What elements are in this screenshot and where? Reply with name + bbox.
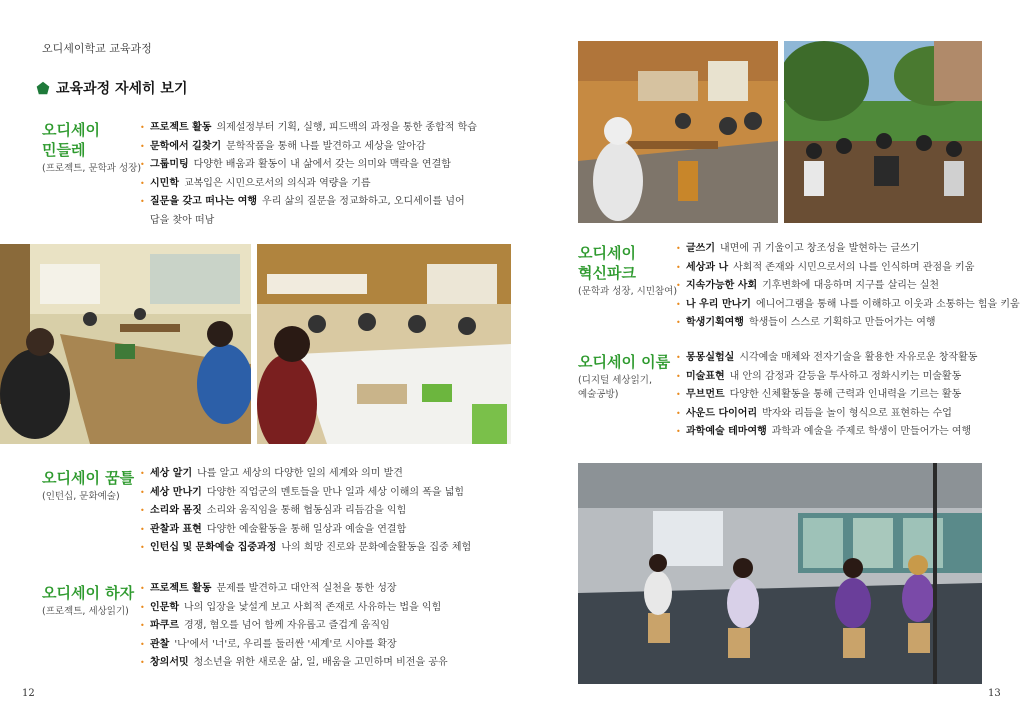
- bullet-icon: •: [140, 639, 145, 649]
- list-item: • 시민학 교복입은 시민으로서의 의식과 역량을 기름: [140, 175, 477, 194]
- list-item: • 문학에서 길찾기 문학작품을 통해 나를 발견하고 세상을 알아감: [140, 138, 477, 157]
- program-name: 민들레: [42, 141, 86, 159]
- classroom-photo-2: [257, 244, 511, 444]
- list-item: • 몽몽실험실 시각예술 매체와 전자기술을 활용한 자유로운 창작활동: [676, 349, 977, 368]
- program-subtitle: (인턴십, 문화예술): [42, 491, 120, 502]
- list-item: • 지속가능한 사회 기후변화에 대응하며 지구를 살리는 실천: [676, 277, 1020, 296]
- bullet-icon: •: [140, 123, 145, 132]
- program-name: 오디세이 이룸: [578, 353, 671, 371]
- program-name: 오디세이: [578, 244, 636, 262]
- list-item-continuation: 답을 찾아 떠남: [150, 214, 215, 226]
- program-name: 오디세이 꿈틀: [42, 469, 135, 487]
- program-subtitle: 예술공방): [578, 389, 619, 400]
- list-item: • 파쿠르 경쟁, 혐오를 넘어 함께 자유롭고 즐겁게 움직임: [140, 617, 448, 636]
- list-item: • 프로젝트 활동 의제설정부터 기획, 실행, 피드백의 과정을 통한 종합적 학습: [140, 119, 477, 138]
- bullet-icon: •: [140, 506, 145, 515]
- page-number-right: 13: [988, 688, 1001, 699]
- list-item: • 프로젝트 활동 문제를 발견하고 대안적 실천을 통한 성장: [140, 580, 448, 599]
- list-item: • 소리와 몸짓 소리와 움직임을 통해 협동심과 리듬감을 익힘: [140, 502, 471, 521]
- bullet-icon: •: [140, 524, 145, 534]
- list-item: • 나 우리 만나기 에니어그램을 통해 나를 이해하고 이웃과 소통하는 힘을 키움: [676, 296, 1020, 315]
- program-irum-heading: [578, 352, 670, 402]
- bullet-icon: •: [140, 658, 145, 667]
- bullet-icon: •: [140, 621, 145, 630]
- list-item: • 세상과 나 사회적 존재와 시민으로서의 나를 인식하며 관점을 키움: [676, 259, 1020, 278]
- bullet-icon: •: [676, 390, 681, 399]
- program-subtitle: (문학과 성장, 시민참여): [578, 286, 678, 297]
- bullet-icon: •: [676, 262, 681, 272]
- list-item: • 관찰과 표현 다양한 예술활동을 통해 일상과 예술을 연결함: [140, 521, 471, 540]
- workshop-photo: [578, 41, 778, 223]
- list-item: • 세상 만나기 다양한 직업군의 멘토들을 만나 일과 세상 이해의 폭을 넓힘: [140, 484, 471, 503]
- list-item: • 과학예술 테마여행 과학과 예술을 주제로 학생이 만들어가는 여행: [676, 423, 977, 442]
- list-item: • 세상 알기 나를 알고 세상의 다양한 일의 세계와 의미 발견: [140, 465, 471, 484]
- program-hyeoksinpark-items: [676, 240, 1020, 333]
- bullet-icon: •: [676, 427, 681, 436]
- program-haja-items: [140, 580, 448, 673]
- bullet-icon: •: [140, 543, 145, 552]
- list-item: • 사운드 다이어리 박자와 리듬을 놀이 형식으로 표현하는 수업: [676, 405, 977, 424]
- list-item: • 창의서밋 청소년을 위한 새로운 삶, 일, 배움을 고민하며 비전을 공유: [140, 654, 448, 673]
- studio-photo: [578, 463, 982, 684]
- bullet-icon: •: [676, 244, 681, 253]
- program-irum-items: [676, 349, 977, 442]
- program-subtitle: (프로젝트, 문학과 성장): [42, 163, 142, 174]
- program-mindeulle-items: [140, 119, 477, 230]
- program-kkumteul-items: [140, 465, 471, 558]
- bullet-icon: •: [140, 141, 145, 151]
- list-item: • 글쓰기 내면에 귀 기울이고 창조성을 발현하는 글쓰기: [676, 240, 1020, 259]
- list-item: • 인문학 나의 입장을 낯설게 보고 사회적 존재로 사유하는 법을 익힘: [140, 599, 448, 618]
- bullet-icon: •: [140, 584, 145, 593]
- program-mindeulle-heading: [42, 120, 141, 176]
- bullet-icon: •: [140, 197, 145, 206]
- outdoor-photo: [784, 41, 982, 223]
- bullet-icon: •: [140, 487, 145, 497]
- bullet-icon: •: [140, 469, 145, 478]
- section-title-text: 교육과정 자세히 보기: [56, 81, 188, 97]
- program-name: 오디세이 하자: [42, 584, 135, 602]
- list-item: • 인턴십 및 문화예술 집중과정 나의 희망 진로와 문화예술활동을 집중 체험: [140, 539, 471, 558]
- bullet-icon: •: [676, 281, 681, 290]
- program-name: 혁신파크: [578, 264, 636, 282]
- list-item: • 학생기획여행 학생들이 스스로 기획하고 만들어가는 여행: [676, 314, 1020, 333]
- program-subtitle: (프로젝트, 세상읽기): [42, 606, 129, 617]
- program-haja-heading: [42, 583, 134, 619]
- program-kkumteul-heading: [42, 468, 134, 504]
- bullet-icon: •: [676, 371, 681, 381]
- bullet-icon: •: [676, 299, 681, 309]
- program-name: 오디세이: [42, 121, 100, 139]
- bullet-icon: •: [140, 160, 145, 169]
- list-item: • 그룹미팅 다양한 배움과 활동이 내 삶에서 갖는 의미와 맥락을 연결함: [140, 156, 477, 175]
- bullet-icon: •: [140, 178, 145, 188]
- program-hyeoksinpark-heading: [578, 243, 677, 299]
- list-item: • 무브먼트 다양한 신체활동을 통해 근력과 인내력을 기르는 활동: [676, 386, 977, 405]
- document-header: 오디세이학교 교육과정: [42, 42, 152, 55]
- bullet-icon: •: [140, 602, 145, 612]
- bullet-icon: •: [676, 318, 681, 327]
- section-title: [36, 78, 187, 98]
- page-number-left: 12: [22, 688, 35, 699]
- program-subtitle: (디지털 세상읽기,: [578, 375, 652, 386]
- classroom-photo-1: [0, 244, 251, 444]
- list-item: • 미술표현 내 안의 감정과 갈등을 투사하고 정화시키는 미술활동: [676, 368, 977, 387]
- list-item: • 관찰 '나'에서 '너'로, 우리를 둘러싼 '세계'로 시야를 확장: [140, 636, 448, 655]
- bullet-icon: •: [676, 408, 681, 418]
- list-item: • 질문을 갖고 떠나는 여행 우리 삶의 질문을 정교화하고, 오디세이를 넘어: [140, 193, 477, 212]
- pentagon-bullet-icon: [36, 81, 50, 95]
- bullet-icon: •: [676, 353, 681, 362]
